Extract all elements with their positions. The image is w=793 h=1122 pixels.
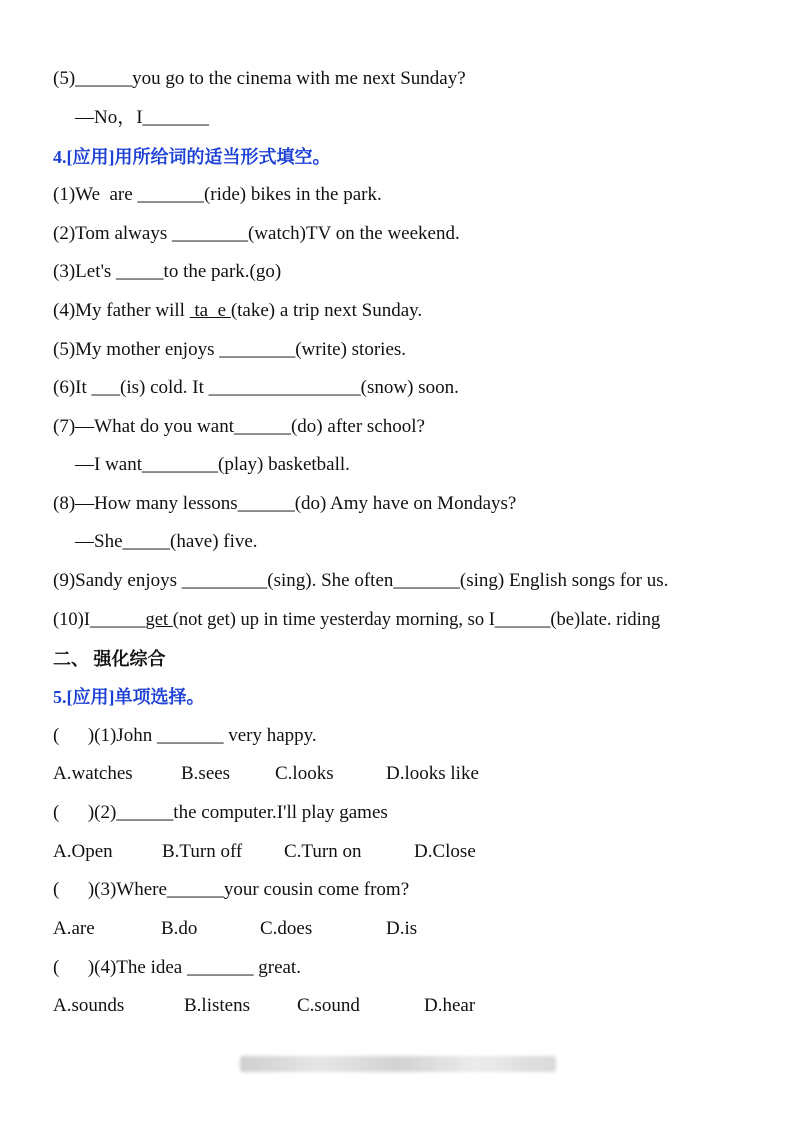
choice-1-option-d: D.looks like [386, 763, 479, 784]
question-5-answer-line: —No，I_______ [75, 107, 210, 128]
fill-item-10-filled-blank: get [145, 610, 173, 630]
fill-item-4 [53, 299, 422, 323]
choice-4-option-c: C.sound [297, 995, 360, 1016]
choice-3-option-d: D.is [386, 918, 418, 939]
choice-3-option-a: A.are [53, 918, 95, 939]
fill-item-10-prefix: (10)I______ [53, 610, 146, 630]
fill-item-5: (5)My mother enjoys ________(write) stories. [53, 339, 407, 360]
choice-4-option-a: A.sounds [53, 995, 125, 1016]
choice-1-option-a: A.watches [53, 763, 133, 784]
choice-question-3: ( )(3)Where______your cousin come from? [53, 879, 410, 900]
fill-item-2: (2)Tom always ________(watch)TV on the weekend. [53, 223, 460, 244]
question-5-line: (5)______you go to the cinema with me next Sunday? [53, 68, 466, 89]
section-4-heading: 4.[应用]用所给词的适当形式填空。 [53, 147, 331, 167]
fill-item-1: (1)We are _______(ride) bikes in the park. [53, 184, 382, 205]
section-two-heading: 二、 强化综合 [53, 649, 166, 669]
section-5-heading: 5.[应用]单项选择。 [53, 687, 205, 707]
fill-item-9: (9)Sandy enjoys _________(sing). She often_______(sing) English songs for us. [53, 570, 669, 591]
choice-2-option-a: A.Open [53, 841, 113, 862]
fill-item-7: (7)—What do you want______(do) after school? [53, 416, 425, 437]
choice-3-option-b: B.do [161, 918, 198, 939]
fill-item-7-answer: —I want________(play) basketball. [75, 454, 350, 475]
choice-2-option-d: D.Close [414, 841, 476, 862]
choice-1-option-b: B.sees [181, 763, 231, 784]
fill-item-8-answer: —She_____(have) five. [75, 531, 258, 552]
choice-question-4: ( )(4)The idea _______ great. [53, 957, 301, 978]
fill-item-4-suffix: (take) a trip next Sunday. [230, 300, 423, 321]
choice-4-option-d: D.hear [424, 995, 476, 1016]
choice-question-1: ( )(1)John _______ very happy. [53, 725, 317, 746]
fill-item-6: (6)It ___(is) cold. It ________________(snow) soon. [53, 377, 459, 398]
choice-2-option-c: C.Turn on [284, 841, 362, 862]
choice-4-option-b: B.listens [184, 995, 250, 1016]
blurred-watermark [240, 1056, 556, 1072]
fill-item-8: (8)—How many lessons______(do) Amy have on Mondays? [53, 493, 517, 514]
fill-item-10-suffix: (not get) up in time yesterday morning, so I______(be)late. riding [172, 610, 661, 630]
fill-item-10 [53, 608, 660, 632]
fill-item-4-filled-blank: ta e [189, 300, 231, 321]
fill-item-4-prefix: (4)My father will [53, 300, 190, 321]
choice-3-option-c: C.does [260, 918, 313, 939]
choice-2-option-b: B.Turn off [162, 841, 243, 862]
fill-item-3: (3)Let's _____to the park.(go) [53, 261, 282, 282]
choice-1-option-c: C.looks [275, 763, 334, 784]
choice-question-2: ( )(2)______the computer.I'll play games [53, 802, 388, 823]
